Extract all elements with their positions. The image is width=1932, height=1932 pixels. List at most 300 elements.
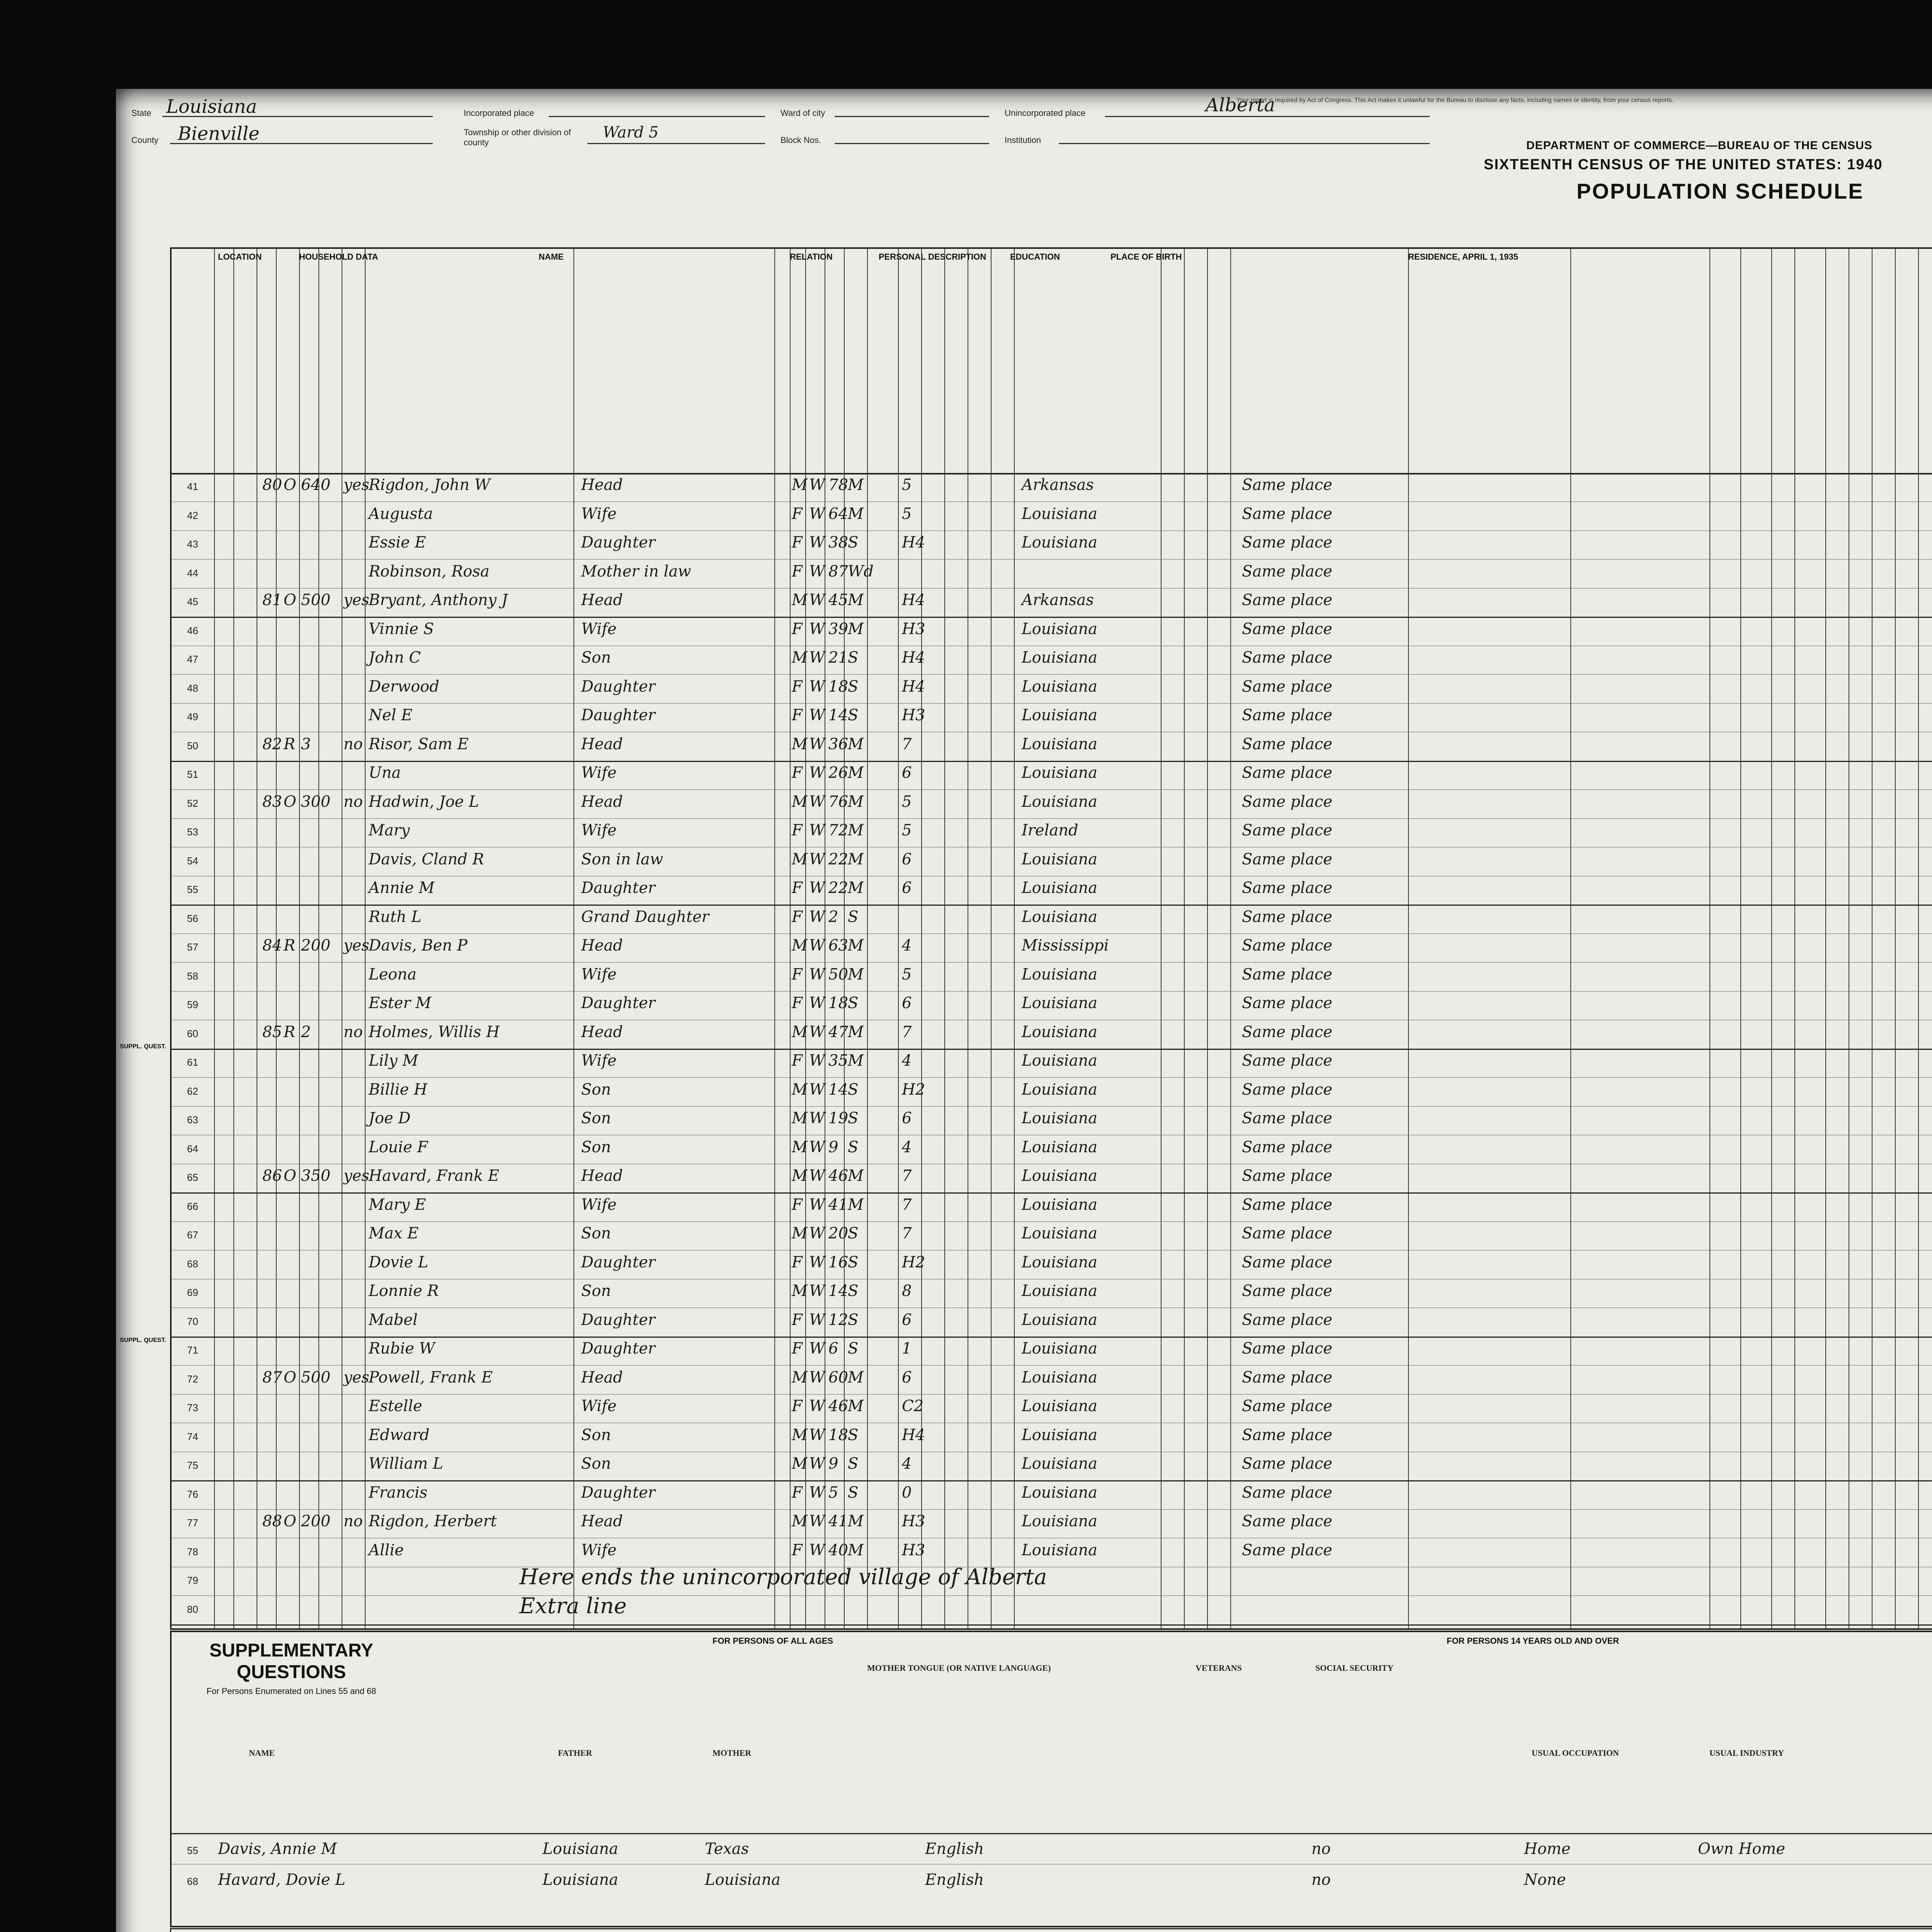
cell-race: W	[809, 1397, 825, 1415]
cell-house: 86	[262, 1167, 282, 1185]
table-row	[172, 1135, 1932, 1164]
line-number: 54	[187, 855, 198, 867]
cell-name: Max E	[369, 1225, 419, 1242]
table-row	[172, 560, 1932, 588]
table-row	[172, 1394, 1932, 1423]
table-row	[172, 588, 1932, 617]
cell-grade: 7	[902, 1196, 912, 1214]
cell-race: W	[809, 1340, 825, 1357]
cell-sex: M	[792, 1138, 808, 1156]
cell-birth: Louisiana	[1022, 1483, 1097, 1502]
cell-sex: M	[792, 476, 808, 494]
cell-farm: yes	[344, 937, 369, 954]
cell-birth: Louisiana	[1022, 908, 1097, 926]
line-number: 66	[187, 1200, 198, 1212]
cell-grade: H2	[902, 1080, 925, 1099]
line-number: 64	[187, 1143, 198, 1155]
cell-sex: M	[792, 937, 808, 954]
cell-tenure: R	[284, 735, 296, 753]
state-label: State	[131, 108, 151, 118]
cell-rel: Head	[581, 476, 623, 494]
cell-mar: M	[848, 620, 864, 638]
cell-rel: Son	[581, 1080, 611, 1099]
cell-age: 9	[828, 1138, 838, 1156]
explanatory-notes	[170, 1928, 1932, 1932]
cell-name: Vinnie S	[369, 620, 434, 638]
cell-sex: F	[792, 534, 803, 551]
cell-rel: Head	[581, 1512, 623, 1530]
line-number: 62	[187, 1085, 198, 1097]
cell-grade: 5	[902, 965, 912, 983]
census-sheet	[116, 89, 1932, 1932]
cell-age: 18	[828, 677, 848, 696]
line-number: 55	[187, 884, 198, 895]
group-personal: PERSONAL DESCRIPTION	[879, 252, 986, 262]
cell-name: Mary	[369, 821, 410, 839]
cell-race: W	[809, 879, 825, 897]
table-row	[172, 1164, 1932, 1192]
cell-sex: M	[792, 735, 808, 753]
cell-grade: 7	[902, 1167, 912, 1185]
cell-res: Same place	[1242, 1052, 1332, 1070]
line-number: 79	[187, 1575, 198, 1586]
cell-rel: Wife	[581, 1196, 617, 1214]
cell-tenure: R	[284, 1023, 296, 1041]
cell-age: 12	[828, 1311, 848, 1329]
cell-rel: Mother in law	[581, 562, 691, 580]
cell-res: Same place	[1242, 476, 1332, 494]
cell-rel: Son	[581, 649, 611, 667]
cell-name: Extra line	[519, 1593, 627, 1619]
cell-birth: Louisiana	[1022, 706, 1097, 724]
table-row	[172, 1509, 1932, 1538]
sheet-header	[116, 89, 1932, 216]
cell-sex: M	[792, 591, 808, 609]
cell-race: W	[809, 1311, 825, 1329]
table-row	[172, 1221, 1932, 1250]
cell-race: W	[809, 1138, 825, 1156]
cell-birth: Louisiana	[1022, 1340, 1097, 1357]
supp-cell-ss: no	[1311, 1840, 1331, 1858]
cell-tenure: O	[284, 591, 296, 609]
cell-mar: M	[848, 1023, 864, 1041]
cell-race: W	[809, 1541, 825, 1559]
cell-tenure: O	[284, 1512, 296, 1530]
line-number: 41	[187, 481, 198, 492]
cell-sex: M	[792, 1167, 808, 1185]
line-number: 74	[187, 1430, 198, 1442]
cell-sex: M	[792, 1426, 808, 1444]
cell-rel: Wife	[581, 620, 617, 638]
cell-rel: Son in law	[581, 850, 663, 868]
cell-race: W	[809, 994, 825, 1012]
supp-cell-name: Havard, Dovie L	[218, 1871, 345, 1889]
cell-mar: M	[848, 1052, 864, 1070]
line-number: 70	[187, 1315, 198, 1327]
cell-birth: Louisiana	[1022, 620, 1097, 638]
cell-rel: Son	[581, 1282, 611, 1300]
line-number: 44	[187, 567, 198, 579]
cell-res: Same place	[1242, 1023, 1332, 1041]
table-row	[172, 703, 1932, 732]
cell-farm: yes	[344, 476, 369, 494]
line-number: 57	[187, 941, 198, 953]
cell-name: John C	[369, 649, 421, 667]
supp-cell-ind: Own Home	[1698, 1840, 1786, 1858]
cell-mar: S	[848, 677, 859, 696]
cell-race: W	[809, 706, 825, 724]
cell-name: Estelle	[369, 1397, 422, 1415]
cell-age: 72	[828, 821, 848, 839]
cell-mar: M	[848, 1397, 864, 1415]
line-number: 51	[187, 769, 198, 780]
cell-age: 35	[828, 1052, 848, 1070]
cell-age: 22	[828, 879, 848, 897]
line-number: 42	[187, 509, 198, 521]
supp-cell-ss: no	[1311, 1871, 1331, 1889]
supp-cell-name: Davis, Annie M	[218, 1840, 337, 1858]
cell-birth: Arkansas	[1022, 476, 1094, 494]
table-row	[172, 675, 1932, 703]
cell-age: 39	[828, 620, 848, 638]
line-number: 46	[187, 624, 198, 636]
cell-house: 88	[262, 1512, 282, 1530]
cell-name: Leona	[369, 965, 417, 983]
cell-age: 78	[828, 476, 848, 494]
cell-farm: yes	[344, 1368, 369, 1386]
cell-res: Same place	[1242, 1483, 1332, 1502]
cell-race: W	[809, 735, 825, 753]
supp-cell-line: 55	[187, 1845, 198, 1856]
cell-res: Same place	[1242, 1340, 1332, 1357]
group-location: LOCATION	[218, 252, 262, 262]
line-number: 75	[187, 1459, 198, 1471]
cell-rel: Daughter	[581, 1483, 655, 1502]
cell-name: William L	[369, 1455, 443, 1473]
cell-sex: F	[792, 1253, 803, 1271]
cell-mar: M	[848, 764, 864, 782]
cell-mar: S	[848, 1109, 859, 1127]
cell-res: Same place	[1242, 879, 1332, 897]
line-number: 53	[187, 826, 198, 838]
cell-res: Same place	[1242, 1311, 1332, 1329]
cell-mar: M	[848, 735, 864, 753]
cell-grade: H4	[902, 534, 925, 551]
cell-res: Same place	[1242, 1541, 1332, 1559]
cell-mar: M	[848, 850, 864, 868]
cell-grade: 4	[902, 1455, 912, 1473]
cell-mar: M	[848, 591, 864, 609]
line-number: 69	[187, 1287, 198, 1298]
supp-question-marker-55: SUPPL. QUEST.	[120, 1043, 167, 1050]
cell-sex: F	[792, 562, 803, 580]
table-row	[172, 1423, 1932, 1452]
cell-age: 38	[828, 534, 848, 551]
table-row	[172, 1308, 1932, 1337]
cell-name: Billie H	[369, 1080, 427, 1099]
cell-race: W	[809, 677, 825, 696]
ward-label: Ward of city	[781, 108, 825, 118]
line-number: 50	[187, 740, 198, 752]
cell-name: Hadwin, Joe L	[369, 793, 479, 811]
cell-sex: M	[792, 1455, 808, 1473]
cell-birth: Louisiana	[1022, 965, 1097, 983]
cell-mar: M	[848, 1196, 864, 1214]
cell-mar: Wd	[848, 562, 874, 580]
cell-grade: 1	[902, 1340, 912, 1357]
cell-age: 47	[828, 1023, 848, 1041]
cell-birth: Louisiana	[1022, 1196, 1097, 1214]
cell-mar: S	[848, 534, 859, 551]
table-row	[172, 1538, 1932, 1567]
table-row	[172, 1337, 1932, 1365]
cell-rel: Son	[581, 1225, 611, 1242]
cell-farm: no	[344, 1512, 363, 1530]
cell-grade: H4	[902, 677, 925, 696]
cell-sex: F	[792, 1340, 803, 1357]
cell-birth: Louisiana	[1022, 1311, 1097, 1329]
cell-value: 200	[301, 1512, 331, 1530]
cell-age: 19	[828, 1109, 848, 1127]
cell-value: 3	[301, 735, 311, 753]
table-row	[172, 617, 1932, 646]
county-value: Bienville	[178, 123, 260, 145]
cell-grade: 6	[902, 764, 912, 782]
supp-row	[172, 1837, 1932, 1866]
line-number: 73	[187, 1402, 198, 1413]
cell-rel: Daughter	[581, 677, 655, 696]
cell-rel: Daughter	[581, 534, 655, 551]
cell-farm: yes	[344, 591, 369, 609]
cell-race: W	[809, 965, 825, 983]
cell-rel: Son	[581, 1426, 611, 1444]
supp-cell-tongue: English	[925, 1840, 984, 1858]
cell-farm: yes	[344, 1167, 369, 1185]
cell-race: W	[809, 1368, 825, 1386]
cell-name: Allie	[369, 1541, 404, 1559]
cell-rel: Daughter	[581, 1311, 655, 1329]
cell-rel: Daughter	[581, 1253, 655, 1271]
cell-name: Nel E	[369, 706, 413, 724]
cell-res: Same place	[1242, 1397, 1332, 1415]
cell-birth: Mississippi	[1022, 937, 1109, 954]
cell-res: Same place	[1242, 1455, 1332, 1473]
cell-birth: Louisiana	[1022, 1080, 1097, 1099]
cell-sex: M	[792, 1023, 808, 1041]
supp-col-father: FATHER	[558, 1748, 592, 1758]
supp-cell-father: Louisiana	[543, 1871, 618, 1889]
cell-race: W	[809, 850, 825, 868]
cell-name: Augusta	[369, 505, 433, 523]
cell-grade: 6	[902, 1109, 912, 1127]
cell-sex: M	[792, 1080, 808, 1099]
department-title: DEPARTMENT OF COMMERCE—BUREAU OF THE CENSUS	[1526, 139, 1872, 152]
line-number: 58	[187, 970, 198, 982]
cell-name: Mary E	[369, 1196, 426, 1214]
table-row	[172, 1193, 1932, 1221]
supp-cell-line: 68	[187, 1876, 198, 1887]
cell-grade: 4	[902, 937, 912, 954]
supp-cell-occ: Home	[1524, 1840, 1571, 1858]
cell-mar: M	[848, 937, 864, 954]
cell-sex: F	[792, 879, 803, 897]
cell-grade: 6	[902, 1368, 912, 1386]
line-number: 48	[187, 682, 198, 694]
table-row	[172, 1366, 1932, 1394]
cell-age: 50	[828, 965, 848, 983]
cell-age: 46	[828, 1167, 848, 1185]
cell-house: 80	[262, 476, 282, 494]
cell-mar: S	[848, 994, 859, 1012]
cell-age: 26	[828, 764, 848, 782]
cell-birth: Arkansas	[1022, 591, 1094, 609]
cell-rel: Daughter	[581, 879, 655, 897]
cell-value: 500	[301, 1368, 331, 1386]
table-row	[172, 847, 1932, 876]
cell-grade: 6	[902, 1311, 912, 1329]
cell-rel: Son	[581, 1109, 611, 1127]
cell-rel: Wife	[581, 821, 617, 839]
cell-mar: S	[848, 1225, 859, 1242]
line-number: 71	[187, 1344, 198, 1356]
cell-rel: Daughter	[581, 1340, 655, 1357]
cell-rel: Wife	[581, 1052, 617, 1070]
cell-grade: 5	[902, 821, 912, 839]
cell-sex: M	[792, 1512, 808, 1530]
cell-name: Rubie W	[369, 1340, 435, 1357]
table-row	[172, 1106, 1932, 1135]
cell-house: 82	[262, 735, 282, 753]
cell-age: 18	[828, 994, 848, 1012]
cell-grade: 8	[902, 1282, 912, 1300]
cell-tenure: O	[284, 476, 296, 494]
cell-name: Davis, Ben P	[369, 937, 468, 954]
line-number: 56	[187, 912, 198, 924]
cell-grade: H3	[902, 1541, 925, 1559]
cell-sex: F	[792, 1311, 803, 1329]
line-number: 65	[187, 1172, 198, 1183]
cell-age: 14	[828, 1282, 848, 1300]
table-row	[172, 502, 1932, 531]
cell-house: 87	[262, 1368, 282, 1386]
supp-col-mother: MOTHER	[713, 1748, 752, 1758]
cell-grade: 6	[902, 850, 912, 868]
cell-age: 14	[828, 1080, 848, 1099]
cell-mar: S	[848, 1426, 859, 1444]
cell-name: Robinson, Rosa	[369, 562, 490, 580]
cell-mar: M	[848, 965, 864, 983]
cell-mar: S	[848, 1080, 859, 1099]
cell-res: Same place	[1242, 620, 1332, 638]
line-number: 77	[187, 1517, 198, 1529]
supp-cell-father: Louisiana	[543, 1840, 618, 1858]
cell-sex: F	[792, 1483, 803, 1502]
cell-res: Same place	[1242, 1368, 1332, 1386]
cell-res: Same place	[1242, 562, 1332, 580]
cell-res: Same place	[1242, 937, 1332, 954]
table-body	[172, 473, 1932, 1628]
table-row	[172, 905, 1932, 934]
cell-age: 60	[828, 1368, 848, 1386]
cell-sex: F	[792, 1541, 803, 1559]
cell-res: Same place	[1242, 821, 1332, 839]
cell-tenure: O	[284, 793, 296, 811]
cell-name: Mabel	[369, 1311, 418, 1329]
incorporated-label: Incorporated place	[464, 108, 534, 118]
line-number: 45	[187, 596, 198, 607]
table-row	[172, 1279, 1932, 1308]
cell-birth: Louisiana	[1022, 764, 1097, 782]
cell-mar: M	[848, 1541, 864, 1559]
line-number: 59	[187, 999, 198, 1010]
table-row	[172, 1481, 1932, 1509]
cell-mar: M	[848, 1368, 864, 1386]
cell-race: W	[809, 534, 825, 551]
column-headers	[172, 249, 1932, 474]
cell-grade: 5	[902, 793, 912, 811]
cell-grade: 7	[902, 1023, 912, 1041]
cell-birth: Louisiana	[1022, 1225, 1097, 1242]
institution-label: Institution	[1005, 135, 1041, 145]
cell-race: W	[809, 591, 825, 609]
cell-mar: M	[848, 1512, 864, 1530]
cell-rel: Son	[581, 1455, 611, 1473]
supp-question-marker-68: SUPPL. QUEST.	[120, 1337, 167, 1344]
cell-race: W	[809, 1167, 825, 1185]
cell-mar: M	[848, 793, 864, 811]
cell-name: Ruth L	[369, 908, 422, 926]
cell-birth: Louisiana	[1022, 1512, 1097, 1530]
cell-race: W	[809, 649, 825, 667]
cell-grade: 6	[902, 994, 912, 1012]
cell-birth: Louisiana	[1022, 735, 1097, 753]
group-education: EDUCATION	[1010, 252, 1060, 262]
cell-sex: F	[792, 764, 803, 782]
cell-mar: M	[848, 821, 864, 839]
cell-house: 81	[262, 591, 282, 609]
cell-birth: Louisiana	[1022, 1541, 1097, 1559]
table-row	[172, 818, 1932, 847]
supp-cell-mother: Louisiana	[705, 1871, 781, 1889]
cell-mar: S	[848, 908, 859, 926]
cell-sex: M	[792, 1225, 808, 1242]
cell-grade: C2	[902, 1397, 924, 1415]
supp-col-veterans: VETERANS	[1196, 1663, 1242, 1673]
cell-res: Same place	[1242, 505, 1332, 523]
cell-name: Joe D	[369, 1109, 411, 1127]
table-row	[172, 1250, 1932, 1279]
cell-birth: Louisiana	[1022, 1138, 1097, 1156]
cell-birth: Louisiana	[1022, 505, 1097, 523]
cell-birth: Louisiana	[1022, 1397, 1097, 1415]
supp-group-14: FOR PERSONS 14 YEARS OLD AND OVER	[1447, 1636, 1619, 1646]
cell-sex: F	[792, 994, 803, 1012]
supp-col-ind: USUAL INDUSTRY	[1709, 1748, 1784, 1758]
county-label: County	[131, 135, 158, 145]
cell-race: W	[809, 908, 825, 926]
cell-age: 6	[828, 1340, 838, 1357]
cell-race: W	[809, 1109, 825, 1127]
cell-sex: F	[792, 821, 803, 839]
cell-res: Same place	[1242, 1138, 1332, 1156]
cell-sex: F	[792, 1196, 803, 1214]
cell-rel: Head	[581, 793, 623, 811]
cell-grade: 7	[902, 1225, 912, 1242]
cell-race: W	[809, 476, 825, 494]
table-row	[172, 1049, 1932, 1077]
cell-birth: Louisiana	[1022, 1282, 1097, 1300]
cell-birth: Louisiana	[1022, 649, 1097, 667]
